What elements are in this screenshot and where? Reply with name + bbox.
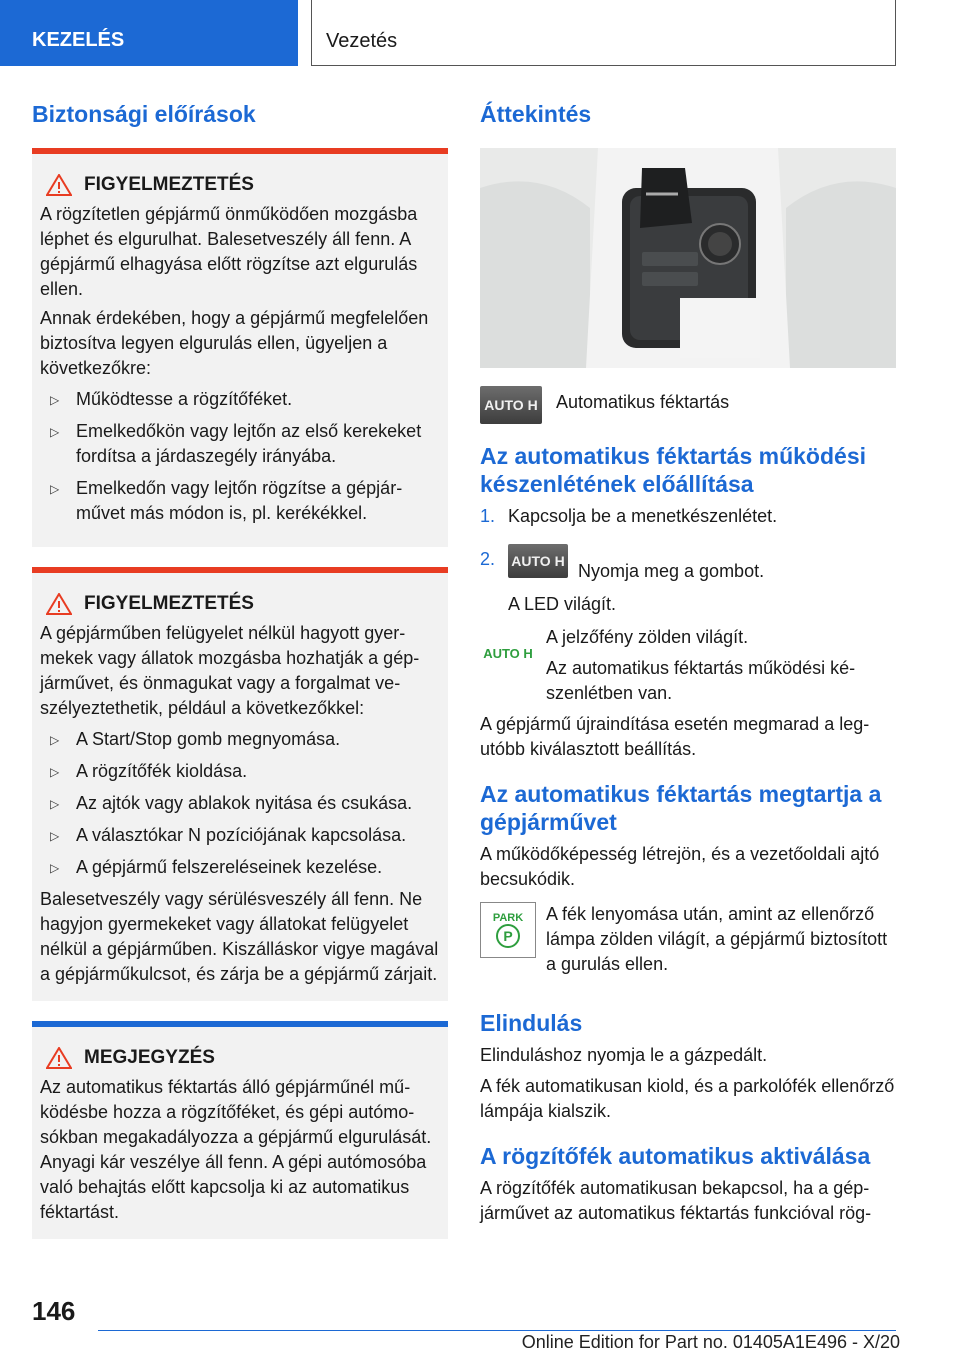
step-list [480,504,896,584]
section-title-overview: Áttekintés [480,101,592,127]
paragraph: Balesetveszély vagy sérülésveszély áll fenn. Ne hagyjon gyermekeket vagy állatokat felügyelet nélkül a gépjárműben. Kiszálláskor vigye magával a gépjárműkulcsot, és zárja be a gépjármű zárjait. [40,889,439,984]
paragraph: A jelzőfény zölden világít. [546,627,749,647]
bullet-list [40,387,440,526]
auto-h-lamp-icon: AUTO H [483,645,533,661]
note-label: MEGJEGYZÉS [84,1047,215,1068]
warning-label: FIGYELMEZTETÉS [84,593,254,614]
footer-divider [98,1330,896,1331]
button-caption: Automatikus féktartás [556,392,730,412]
section-title-safety: Biztonsági előírások [32,101,256,127]
triangle-bullet-icon: ▷ [50,482,60,496]
auto-h-indicator-block [480,625,896,712]
triangle-bullet-icon: ▷ [50,733,60,747]
paragraph: A fék lenyomása után, amint az ellenőrző lámpa zölden világít, a gépjármű biztosított a gurulás ellen. [546,904,888,974]
center-console-photo [480,148,896,368]
warning-box-2 [32,567,448,1001]
paragraph: Elinduláshoz nyomja le a gázpedált. [480,1045,768,1065]
warning-icon [46,174,72,196]
page-number: 146 [32,1296,76,1326]
bullet-list [40,727,440,880]
triangle-bullet-icon: ▷ [50,797,60,811]
list-item: ▷ Az ajtók vagy ablakok nyitása és csukása. [40,791,440,816]
section-title-hold: Az automatikus féktartás megtartja a gépjárművet [480,781,882,835]
section-title-auto-park: A rögzítőfék automatikus aktiválása [480,1143,871,1169]
breadcrumb: Vezetés [311,0,896,66]
paragraph: A LED világít. [508,594,617,614]
step-item: 1. Kapcsolja be a menetkészenlétet. [480,506,778,526]
console-illustration [480,148,896,368]
park-lamp-icon: PARK P [480,902,536,958]
triangle-bullet-icon: ▷ [50,829,60,843]
triangle-bullet-icon: ▷ [50,393,60,407]
list-item: ▷ A rögzítőfék kioldása. [40,759,440,784]
list-item: ▷ A gépjármű felszereléseinek kezelése. [40,855,440,880]
warning-icon [46,1047,72,1069]
page-footer [0,1296,960,1362]
paragraph: Az automatikus féktartás működési készenlétben van. [546,658,856,703]
list-item: ▷ A választókar N pozíciójának kapcsolása. [40,823,440,848]
left-column [32,100,448,1239]
button-legend [480,386,896,424]
paragraph: A fék automatikusan kiold, és a parkolófék ellenőrző lámpája kialszik. [480,1076,895,1121]
paragraph: Annak érdekében, hogy a gépjármű megfelelően biztosítva legyen elgurulás ellen, ügyeljen a következőkre: [40,308,429,378]
list-item: ▷ A Start/Stop gomb megnyomása. [40,727,440,752]
edition-text: Online Edition for Part no. 01405A1E496 - X/20 [521,1332,900,1352]
paragraph: A gépjármű újraindítása esetén megmarad a legutóbb kiválasztott beállítás. [480,714,870,759]
paragraph: A rögzítetlen gépjármű önműködően mozgásba léphet és elgurulhat. Balesetveszély áll fenn. A gépjármű elhagyása előtt rögzítse azt elgurulás ellen. [40,204,418,299]
right-column [480,100,896,1226]
section-title-activate: Az automatikus féktartás működési készenlétének előállítása [480,443,867,497]
auto-h-button-icon: AUTO H [480,386,542,424]
section-tab: KEZELÉS [0,0,298,66]
warning-icon [46,593,72,615]
section-title-start: Elindulás [480,1010,583,1036]
list-item: ▷ Emelkedőkön vagy lejtőn az első kerekeket fordítsa a járdaszegély irányába. [50,421,422,466]
step-item: 2. AUTO H Nyomja meg a gombot. [480,537,896,584]
paragraph: A működőképesség létrejön, és a vezetőoldali ajtó becsukódik. [480,844,880,889]
warning-box-1 [32,148,448,547]
park-indicator-block [480,902,896,983]
page-header [0,0,960,66]
note-box [32,1021,448,1239]
triangle-bullet-icon: ▷ [50,425,60,439]
auto-h-button-icon: AUTO H [508,544,568,578]
triangle-bullet-icon: ▷ [50,861,60,875]
warning-label: FIGYELMEZTETÉS [84,174,254,195]
paragraph: A rögzítőfék automatikusan bekapcsol, ha a gépjárművet az automatikus féktartás funkcióval rög- [480,1178,872,1223]
list-item: ▷ Emelkedőn vagy lejtőn rögzítse a gépjárművet más módon is, pl. kerékékkel. [50,478,403,523]
paragraph: Az automatikus féktartás álló gépjárműnél működésbe hozza a rögzítőféket, és gépi autómosókban megakadályozza a gépjármű elgurulását. Anyagi kár veszélye áll fenn. A gépi autómosóba való behajtás előtt kapcsolja ki az automatikus féktartást. [40,1077,432,1222]
list-item: ▷ Működtesse a rögzítőféket. [40,387,440,412]
paragraph: A gépjárműben felügyelet nélkül hagyott gyermekek vagy állatok mozgásba hozhatják a gépjárművet, és önmagukat vagy a forgalmat veszélyeztethetik, például a következőkkel: [40,623,420,718]
triangle-bullet-icon: ▷ [50,765,60,779]
